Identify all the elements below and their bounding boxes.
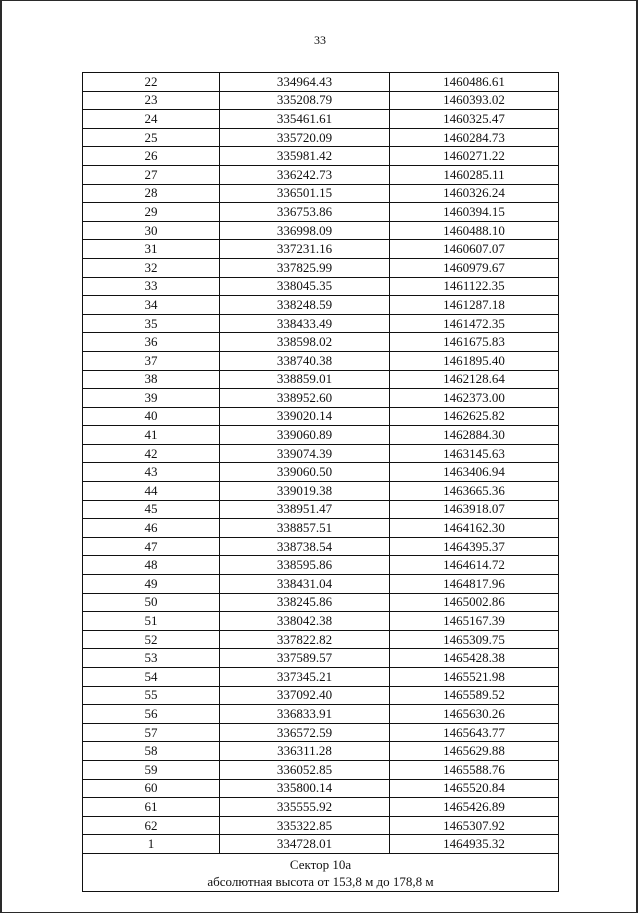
table-row <box>83 203 559 222</box>
sector-altitude: абсолютная высота от 153,8 м до 178,8 м <box>207 873 434 889</box>
point-number-cell: 25 <box>83 128 220 147</box>
y-coordinate-cell: 1465002.86 <box>390 593 559 612</box>
y-coordinate-cell: 1465309.75 <box>390 630 559 649</box>
x-coordinate-cell: 338042.38 <box>220 612 390 631</box>
x-coordinate-cell: 338857.51 <box>220 519 390 538</box>
x-coordinate-cell: 338740.38 <box>220 351 390 370</box>
x-coordinate-cell: 338598.02 <box>220 333 390 352</box>
point-number-cell: 55 <box>83 686 220 705</box>
x-coordinate-cell: 335800.14 <box>220 779 390 798</box>
x-coordinate-cell: 337092.40 <box>220 686 390 705</box>
point-number-cell: 42 <box>83 444 220 463</box>
x-coordinate-cell: 338248.59 <box>220 296 390 315</box>
y-coordinate-cell: 1465588.76 <box>390 760 559 779</box>
point-number-cell: 34 <box>83 296 220 315</box>
point-number-cell: 44 <box>83 482 220 501</box>
table-row <box>83 537 559 556</box>
point-number-cell: 62 <box>83 816 220 835</box>
table-row <box>83 686 559 705</box>
point-number-cell: 37 <box>83 351 220 370</box>
y-coordinate-cell: 1464614.72 <box>390 556 559 575</box>
y-coordinate-cell: 1464395.37 <box>390 537 559 556</box>
point-number-cell: 40 <box>83 407 220 426</box>
table-row <box>83 91 559 110</box>
x-coordinate-cell: 335208.79 <box>220 91 390 110</box>
table-row <box>83 258 559 277</box>
x-coordinate-cell: 335555.92 <box>220 798 390 817</box>
y-coordinate-cell: 1463145.63 <box>390 444 559 463</box>
y-coordinate-cell: 1463665.36 <box>390 482 559 501</box>
point-number-cell: 58 <box>83 742 220 761</box>
point-number-cell: 43 <box>83 463 220 482</box>
point-number-cell: 46 <box>83 519 220 538</box>
x-coordinate-cell: 336052.85 <box>220 760 390 779</box>
table-row <box>83 575 559 594</box>
y-coordinate-cell: 1460284.73 <box>390 128 559 147</box>
x-coordinate-cell: 339060.89 <box>220 426 390 445</box>
table-row <box>83 277 559 296</box>
table-row <box>83 370 559 389</box>
sector-cell <box>83 853 559 891</box>
x-coordinate-cell: 336833.91 <box>220 705 390 724</box>
table-row <box>83 147 559 166</box>
sector-title: Сектор 10а <box>289 856 352 872</box>
y-coordinate-cell: 1460393.02 <box>390 91 559 110</box>
x-coordinate-cell: 338859.01 <box>220 370 390 389</box>
point-number-cell: 36 <box>83 333 220 352</box>
y-coordinate-cell: 1462884.30 <box>390 426 559 445</box>
y-coordinate-cell: 1465520.84 <box>390 779 559 798</box>
x-coordinate-cell: 338952.60 <box>220 389 390 408</box>
table-row <box>83 240 559 259</box>
table-row <box>83 110 559 129</box>
point-number-cell: 24 <box>83 110 220 129</box>
table-row <box>83 798 559 817</box>
x-coordinate-cell: 339020.14 <box>220 407 390 426</box>
point-number-cell: 48 <box>83 556 220 575</box>
x-coordinate-cell: 338431.04 <box>220 575 390 594</box>
y-coordinate-cell: 1462373.00 <box>390 389 559 408</box>
table-row <box>83 314 559 333</box>
table-row <box>83 816 559 835</box>
table-row <box>83 779 559 798</box>
x-coordinate-cell: 337825.99 <box>220 258 390 277</box>
y-coordinate-cell: 1461122.35 <box>390 277 559 296</box>
point-number-cell: 27 <box>83 165 220 184</box>
table-row <box>83 482 559 501</box>
point-number-cell: 35 <box>83 314 220 333</box>
point-number-cell: 49 <box>83 575 220 594</box>
table-row <box>83 500 559 519</box>
x-coordinate-cell: 336572.59 <box>220 723 390 742</box>
y-coordinate-cell: 1463406.94 <box>390 463 559 482</box>
y-coordinate-cell: 1460325.47 <box>390 110 559 129</box>
coordinates-table-body <box>83 73 559 854</box>
x-coordinate-cell: 339060.50 <box>220 463 390 482</box>
point-number-cell: 26 <box>83 147 220 166</box>
y-coordinate-cell: 1464935.32 <box>390 835 559 854</box>
y-coordinate-cell: 1465630.26 <box>390 705 559 724</box>
point-number-cell: 28 <box>83 184 220 203</box>
x-coordinate-cell: 338045.35 <box>220 277 390 296</box>
x-coordinate-cell: 338595.86 <box>220 556 390 575</box>
table-row <box>83 128 559 147</box>
table-row <box>83 73 559 92</box>
y-coordinate-cell: 1460394.15 <box>390 203 559 222</box>
y-coordinate-cell: 1465428.38 <box>390 649 559 668</box>
point-number-cell: 52 <box>83 630 220 649</box>
x-coordinate-cell: 337231.16 <box>220 240 390 259</box>
x-coordinate-cell: 338433.49 <box>220 314 390 333</box>
table-row <box>83 407 559 426</box>
point-number-cell: 47 <box>83 537 220 556</box>
x-coordinate-cell: 337822.82 <box>220 630 390 649</box>
point-number-cell: 61 <box>83 798 220 817</box>
x-coordinate-cell: 336753.86 <box>220 203 390 222</box>
x-coordinate-cell: 336242.73 <box>220 165 390 184</box>
table-row <box>83 835 559 854</box>
table-row <box>83 668 559 687</box>
x-coordinate-cell: 334964.43 <box>220 73 390 92</box>
y-coordinate-cell: 1464817.96 <box>390 575 559 594</box>
point-number-cell: 51 <box>83 612 220 631</box>
y-coordinate-cell: 1465643.77 <box>390 723 559 742</box>
y-coordinate-cell: 1461675.83 <box>390 333 559 352</box>
point-number-cell: 50 <box>83 593 220 612</box>
x-coordinate-cell: 335322.85 <box>220 816 390 835</box>
y-coordinate-cell: 1461287.18 <box>390 296 559 315</box>
x-coordinate-cell: 334728.01 <box>220 835 390 854</box>
y-coordinate-cell: 1462128.64 <box>390 370 559 389</box>
y-coordinate-cell: 1465426.89 <box>390 798 559 817</box>
table-row <box>83 333 559 352</box>
y-coordinate-cell: 1460326.24 <box>390 184 559 203</box>
y-coordinate-cell: 1465167.39 <box>390 612 559 631</box>
point-number-cell: 59 <box>83 760 220 779</box>
x-coordinate-cell: 339019.38 <box>220 482 390 501</box>
x-coordinate-cell: 336998.09 <box>220 221 390 240</box>
table-row <box>83 444 559 463</box>
table-row <box>83 519 559 538</box>
table-row <box>83 221 559 240</box>
table-row <box>83 296 559 315</box>
point-number-cell: 60 <box>83 779 220 798</box>
y-coordinate-cell: 1460607.07 <box>390 240 559 259</box>
table-row <box>83 705 559 724</box>
x-coordinate-cell: 335720.09 <box>220 128 390 147</box>
y-coordinate-cell: 1465629.88 <box>390 742 559 761</box>
point-number-cell: 54 <box>83 668 220 687</box>
table-row <box>83 351 559 370</box>
table-row <box>83 426 559 445</box>
y-coordinate-cell: 1460285.11 <box>390 165 559 184</box>
x-coordinate-cell: 337345.21 <box>220 668 390 687</box>
x-coordinate-cell: 338245.86 <box>220 593 390 612</box>
point-number-cell: 56 <box>83 705 220 724</box>
table-row <box>83 612 559 631</box>
x-coordinate-cell: 337589.57 <box>220 649 390 668</box>
page-number: 33 <box>314 33 326 47</box>
point-number-cell: 29 <box>83 203 220 222</box>
y-coordinate-cell: 1460486.61 <box>390 73 559 92</box>
point-number-cell: 22 <box>83 73 220 92</box>
y-coordinate-cell: 1465521.98 <box>390 668 559 687</box>
table-row <box>83 742 559 761</box>
table-row <box>83 649 559 668</box>
point-number-cell: 23 <box>83 91 220 110</box>
sector-row <box>83 853 559 891</box>
y-coordinate-cell: 1462625.82 <box>390 407 559 426</box>
table-row <box>83 463 559 482</box>
point-number-cell: 30 <box>83 221 220 240</box>
point-number-cell: 33 <box>83 277 220 296</box>
y-coordinate-cell: 1461472.35 <box>390 314 559 333</box>
table-row <box>83 165 559 184</box>
point-number-cell: 39 <box>83 389 220 408</box>
point-number-cell: 31 <box>83 240 220 259</box>
x-coordinate-cell: 336501.15 <box>220 184 390 203</box>
point-number-cell: 38 <box>83 370 220 389</box>
y-coordinate-cell: 1465307.92 <box>390 816 559 835</box>
point-number-cell: 53 <box>83 649 220 668</box>
x-coordinate-cell: 339074.39 <box>220 444 390 463</box>
point-number-cell: 45 <box>83 500 220 519</box>
point-number-cell: 32 <box>83 258 220 277</box>
y-coordinate-cell: 1463918.07 <box>390 500 559 519</box>
point-number-cell: 1 <box>83 835 220 854</box>
table-row <box>83 723 559 742</box>
y-coordinate-cell: 1460271.22 <box>390 147 559 166</box>
table-row <box>83 184 559 203</box>
y-coordinate-cell: 1465589.52 <box>390 686 559 705</box>
point-number-cell: 41 <box>83 426 220 445</box>
y-coordinate-cell: 1460488.10 <box>390 221 559 240</box>
point-number-cell: 57 <box>83 723 220 742</box>
x-coordinate-cell: 338738.54 <box>220 537 390 556</box>
y-coordinate-cell: 1460979.67 <box>390 258 559 277</box>
table-row <box>83 389 559 408</box>
y-coordinate-cell: 1461895.40 <box>390 351 559 370</box>
x-coordinate-cell: 336311.28 <box>220 742 390 761</box>
table-row <box>83 760 559 779</box>
table-row <box>83 630 559 649</box>
x-coordinate-cell: 335461.61 <box>220 110 390 129</box>
x-coordinate-cell: 338951.47 <box>220 500 390 519</box>
coordinates-table <box>82 72 559 892</box>
y-coordinate-cell: 1464162.30 <box>390 519 559 538</box>
x-coordinate-cell: 335981.42 <box>220 147 390 166</box>
table-row <box>83 593 559 612</box>
table-row <box>83 556 559 575</box>
